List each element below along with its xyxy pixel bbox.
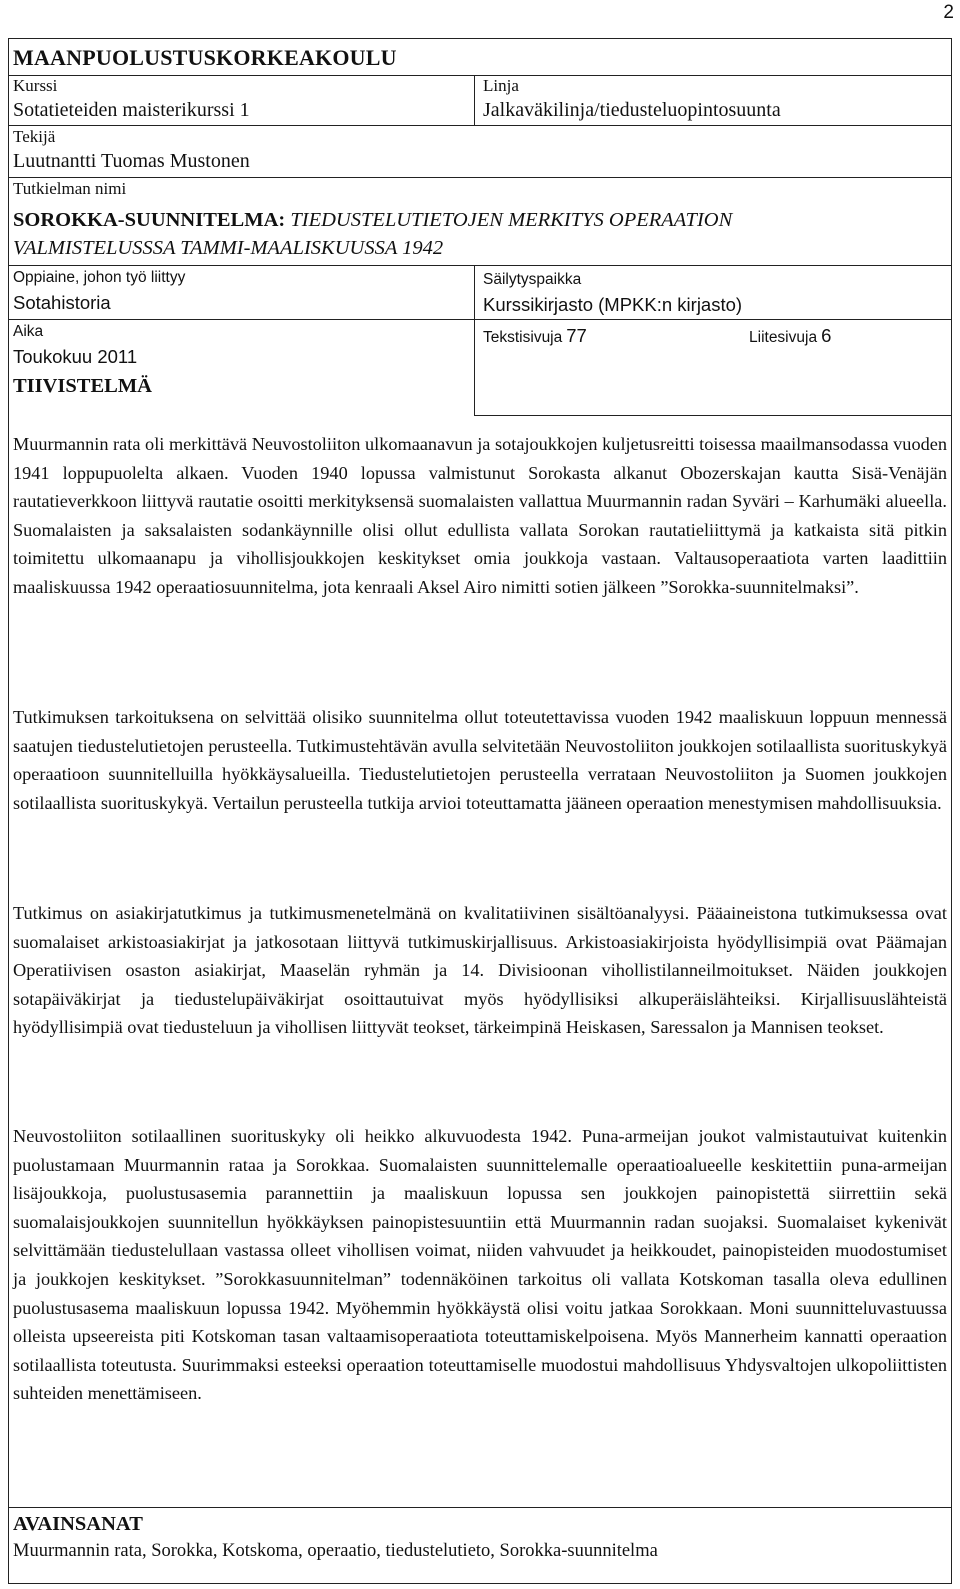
divider [9,1507,951,1508]
author-value: Luutnantti Tuomas Mustonen [13,150,250,172]
course-value: Sotatieteiden maisterikurssi 1 [13,99,250,121]
page-number: 2 [943,2,954,23]
subject-label: Oppiaine, johon työ liittyy [13,269,186,286]
storage-value: Kurssikirjasto (MPKK:n kirjasto) [483,294,743,315]
school-name: MAANPUOLUSTUSKORKEAKOULU [13,45,397,70]
text-pages [483,325,587,347]
thesis-title-line-1 [13,209,732,232]
thesis-title-bold: SOROKKA-SUUNNITELMA: [13,209,286,231]
divider [9,319,951,320]
divider [474,415,951,416]
abstract-paragraph-2: Tutkimuksen tarkoituksena on selvittää olisiko suunnitelma ollut toteutettavissa vuoden 1942 maaliskuun loppuun mennessä saatujen tiedustelutietojen perusteella. Tutkimustehtävän avulla selvitetään Neuvostoliiton joukkojen sotilaallista suorituskykyä operaatioon suunnitelluilla hyökkäysalueilla. Tiedustelutietojen perusteella verrataan Neuvostoliiton ja Suomen joukkojen sotilaallista suorituskykyä. Vertailun perusteella tutkija arvioi toteuttamatta jääneen operaation menestymisen mahdollisuuksia. [13,707,947,813]
line-label: Linja [483,76,519,95]
thesis-label: Tutkielman nimi [13,179,127,198]
subject-value: Sotahistoria [13,292,111,313]
storage-label: Säilytyspaikka [483,271,582,288]
divider [9,177,951,178]
divider [474,265,475,415]
time-value: Toukokuu 2011 [13,346,138,367]
divider [9,75,951,76]
divider [474,75,475,125]
line-value: Jalkaväkilinja/tiedusteluopintosuunta [483,99,781,121]
course-label: Kurssi [13,76,58,95]
divider [9,125,951,126]
abstract-heading: TIIVISTELMÄ [13,375,152,397]
abstract-paragraph-3: Tutkimus on asiakirjatutkimus ja tutkimusmenetelmänä on kvalitatiivinen sisältöanalyysi. Pääaineistona tutkimuksessa ovat suomalaiset arkistoasiakirjat ja jatkosotaan liittyvä tutkimuskirjallisuus. Arkistoasiakirjoista hyödyllisimpiä ovat Päämajan Operatiivisen osaston asiakirjat, Maaselän ryhmän ja 14. Divisioonan vihollistilanneilmoitukset. Näiden joukkojen sotapäiväkirjat ja tiedustelupäiväkirjat osoittautuivat myös hyödyllisiksi alkuperäislähteiksi. Kirjallisuuslähteistä hyödyllisimpiä ovat tiedusteluun ja vihollisen liittyvät teokset, tärkeimpinä Heiskasen, Saressalon ja Mannisen teokset. [13,903,947,1038]
appendix-pages-value: 6 [821,325,832,346]
divider [9,265,951,266]
keywords-value: Muurmannin rata, Sorokka, Kotskoma, operaatio, tiedustelutieto, Sorokka-suunnitelma [13,1541,658,1561]
text-pages-label: Tekstisivuja [483,329,563,346]
thesis-title-line-2: VALMISTELUSSSA TAMMI-MAALISKUUSSA 1942 [13,237,444,259]
keywords-label: AVAINSANAT [13,1513,143,1535]
appendix-pages [749,325,831,347]
title-page-frame [8,38,952,1584]
abstract-paragraph-4: Neuvostoliiton sotilaallinen suorituskyky oli heikko alkuvuodesta 1942. Puna-armeijan joukot valmistautuivat kuitenkin puolustamaan Muurmannin rataa ja Sorokkaa. Suomalaisten suunnittelemalle operaatioalueelle keskitettiin puna-armeijan lisäjoukkoja, puolustusasemia parannettiin ja maaliskuun lopussa sen joukkojen painopistettä siirrettiin sekä suomalaisjoukkojen suunnitellun hyökkäyksen painopistesuuntiin että Muurmannin radan suojaksi. Suomalaiset kykenivät selvittämään tiedustelullaan vastassa olleet vihollisen voimat, niiden vahvuudet ja heikkoudet, painopisteiden muodostumiset ja joukkojen keskitykset. ”Sorokkasuunnitelman” todennäköinen tarkoitus oli vallata Kotskoman tasalla oleva edullinen puolustusasema maaliskuun lopussa 1942. Myöhemmin hyökkäystä olisi voitu jatkaa Sorokkaan. Moni suunnitteluvastuussa olleista upseereista piti Kotskoman tasan valtaamisoperaatiota toteuttamiskelpoisena. Myös Mannerheim kannatti operaation sotilaallista toteutusta. Suurimmaksi esteeksi operaation toteuttamiselle muodostui mahdollisuus Yhdysvaltojen ulkopoliittisten suhteiden menettämiseen. [13,1126,947,1404]
author-label: Tekijä [13,127,56,146]
abstract-paragraph-1: Muurmannin rata oli merkittävä Neuvostoliiton ulkomaanavun ja sotajoukkojen kuljetusreitti toisessa maailmansodassa vuoden 1941 loppupuolelta alkaen. Vuoden 1940 lopussa valmistunut Sorokasta alkanut Obozerskajan kautta Sisä-Venäjän rautatieverkkoon liittyvä rautatie osoitti merkityksensä suomalaisten vallattua Muurmannin radan Syväri – Karhumäki alueella. Suomalaisten ja saksalaisten sodankäynnille olisi ollut edullista vallata Sorokan rautatieliittymä ja katkaista sitä pitkin toimitettu ulkomaanapu ja vihollisjoukkojen keskitykset omia joukkoja vastaan. Valtausoperaatiota varten laadittiin maaliskuussa 1942 operaatiosuunnitelma, jota kenraali Aksel Airo nimitti sotien jälkeen ”Sorokka-suunnitelmaksi”. [13,434,947,597]
time-label: Aika [13,323,44,340]
thesis-title-italic: TIEDUSTELUTIETOJEN MERKITYS OPERAATION [290,209,733,231]
text-pages-value: 77 [566,325,587,346]
appendix-pages-label: Liitesivuja [749,329,818,346]
